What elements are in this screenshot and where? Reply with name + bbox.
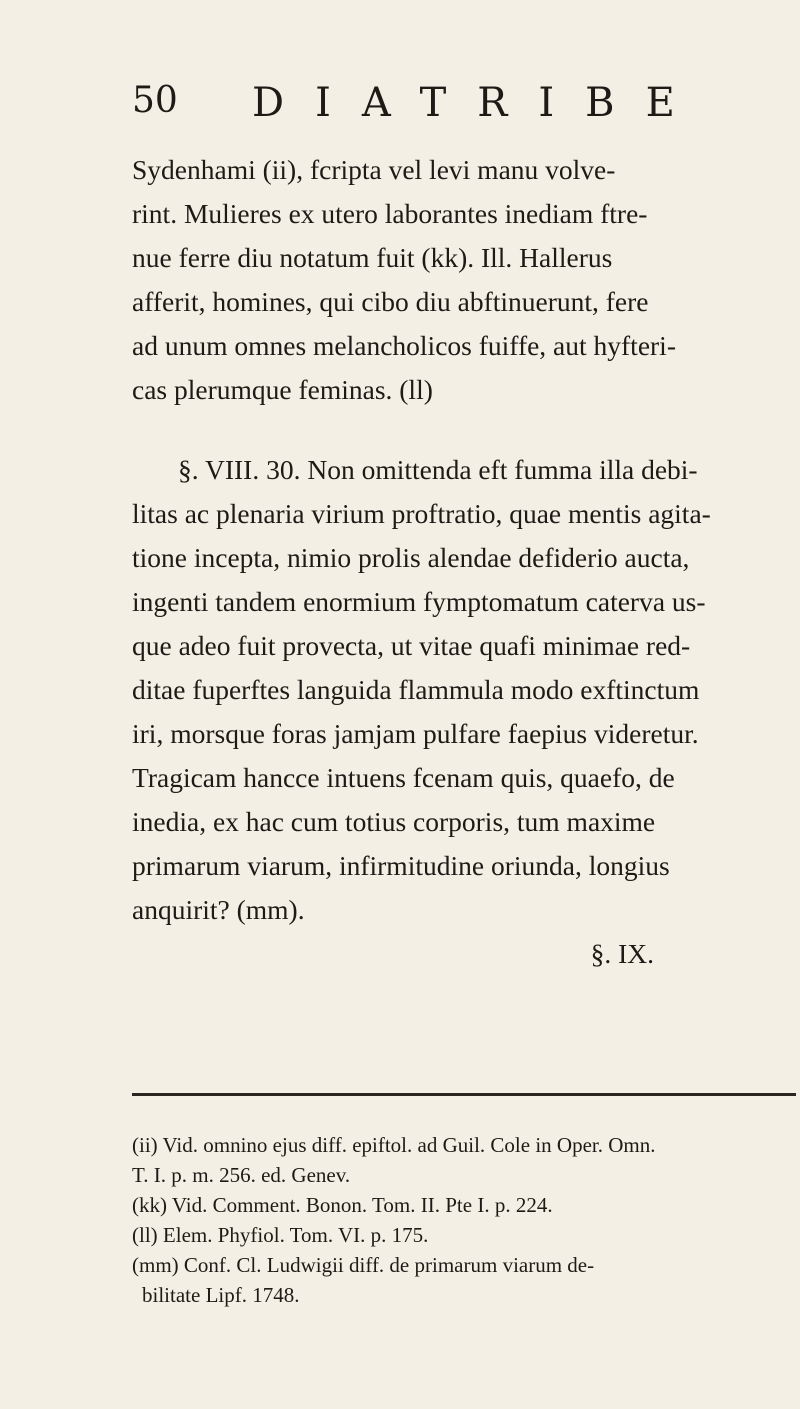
text-line: Tragicam hancce intuens fcenam quis, quaefo, de [132,762,675,793]
text-line: Sydenhami (ii), fcripta vel levi manu volve- [132,154,616,185]
section-heading-line: §. VIII. 30. Non omittenda eft fumma illa debi- [178,454,698,485]
footnote: T. I. p. m. 256. ed. Genev. [132,1163,351,1187]
footnotes [132,1130,692,1310]
text-line: tione incepta, nimio prolis alendae defiderio aucta, [132,542,690,573]
footnote: bilitate Lipf. 1748. [142,1283,300,1307]
text-line: ingenti tandem enormium fymptomatum caterva us- [132,586,706,617]
paragraph-gap [132,412,662,448]
text-line: rint. Mulieres ex utero laborantes inediam ftre- [132,198,648,229]
footnote: (mm) Conf. Cl. Ludwigii diff. de primarum viarum de- [132,1253,595,1277]
text-line: afferit, homines, qui cibo diu abftinuerunt, fere [132,286,649,317]
footnote: (ll) Elem. Phyfiol. Tom. VI. p. 175. [132,1223,429,1247]
text-line: ad unum omnes melancholicos fuiffe, aut hyfteri- [132,330,676,361]
running-title: DIATRIBE [252,80,706,126]
footnote: (ii) Vid. omnino ejus diff. epiftol. ad Guil. Cole in Oper. Omn. [132,1133,656,1157]
page-header [132,80,706,130]
text-line: primarum viarum, infirmitudine oriunda, longius [132,850,670,881]
text-line: anquirit? (mm). [132,894,305,925]
text-line: inedia, ex hac cum totius corporis, tum maxime [132,806,656,837]
text-line: ditae fuperftes languida flammula modo exftinctum [132,674,700,705]
text-line: que adeo fuit provecta, ut vitae quafi minimae red- [132,630,691,661]
page-number: 50 [132,80,178,121]
text-line: cas plerumque feminas. (ll) [132,374,433,405]
text-line: litas ac plenaria virium proftratio, quae mentis agita- [132,498,711,529]
text-line: nue ferre diu notatum fuit (kk). Ill. Hallerus [132,242,613,273]
main-text [132,148,711,976]
footnote-rule [132,1093,796,1096]
text-line: iri, morsque foras jamjam pulfare faepius videretur. [132,718,699,749]
catchword: §. IX. [590,938,654,969]
footnote: (kk) Vid. Comment. Bonon. Tom. II. Pte I. p. 224. [132,1193,553,1217]
